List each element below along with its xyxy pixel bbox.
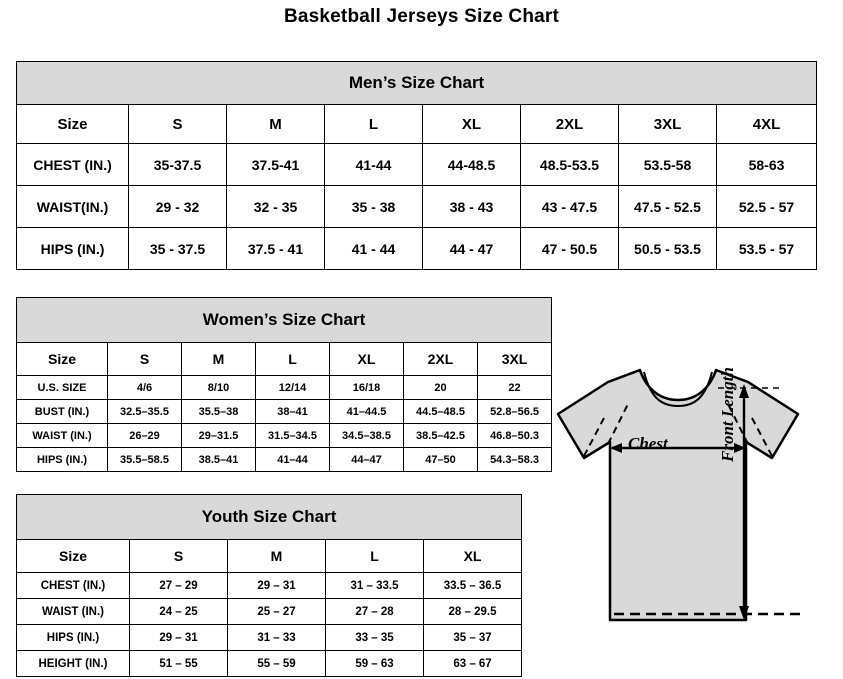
column-header-size: Size — [17, 343, 108, 376]
cell-value: 54.3–58.3 — [478, 448, 552, 472]
column-header-xl: XL — [330, 343, 404, 376]
cell-value: 44–47 — [330, 448, 404, 472]
column-header-m: M — [182, 343, 256, 376]
cell-value: 35.5–58.5 — [108, 448, 182, 472]
cell-value: 55 – 59 — [228, 651, 326, 677]
column-header-m: M — [228, 540, 326, 573]
table-row — [17, 400, 552, 424]
cell-value: 29–31.5 — [182, 424, 256, 448]
table-row — [17, 424, 552, 448]
cell-value: 32.5–35.5 — [108, 400, 182, 424]
table-header-row — [17, 105, 817, 144]
cell-value: 41-44 — [325, 144, 423, 186]
page-title: Basketball Jerseys Size Chart — [283, 6, 560, 27]
cell-value: 41–44 — [256, 448, 330, 472]
table-row — [17, 186, 817, 228]
cell-value: 16/18 — [330, 376, 404, 400]
row-label: HIPS (IN.) — [17, 228, 129, 270]
column-header-l: L — [326, 540, 424, 573]
row-label: HEIGHT (IN.) — [17, 651, 130, 677]
cell-value: 37.5 - 41 — [227, 228, 325, 270]
column-header-size: Size — [17, 105, 129, 144]
cell-value: 51 – 55 — [130, 651, 228, 677]
cell-value: 29 – 31 — [228, 573, 326, 599]
cell-value: 47 - 50.5 — [521, 228, 619, 270]
column-header-xl: XL — [423, 105, 521, 144]
row-label: U.S. SIZE — [17, 376, 108, 400]
column-header-3xl: 3XL — [619, 105, 717, 144]
row-label: CHEST (IN.) — [17, 573, 130, 599]
cell-value: 31 – 33 — [228, 625, 326, 651]
cell-value: 4/6 — [108, 376, 182, 400]
column-header-2xl: 2XL — [521, 105, 619, 144]
cell-value: 28 – 29.5 — [424, 599, 522, 625]
cell-value: 24 – 25 — [130, 599, 228, 625]
tshirt-icon — [540, 352, 840, 662]
chest-dimension-label: Chest — [628, 434, 668, 453]
cell-value: 44 - 47 — [423, 228, 521, 270]
cell-value: 35-37.5 — [129, 144, 227, 186]
cell-value: 22 — [478, 376, 552, 400]
mens-chart-title: Men’s Size Chart — [17, 62, 817, 105]
table-row — [17, 144, 817, 186]
cell-value: 46.8–50.3 — [478, 424, 552, 448]
table-row — [17, 228, 817, 270]
cell-value: 27 – 28 — [326, 599, 424, 625]
row-label: HIPS (IN.) — [17, 448, 108, 472]
cell-value: 41–44.5 — [330, 400, 404, 424]
table-row — [17, 625, 522, 651]
row-label: WAIST (IN.) — [17, 599, 130, 625]
cell-value: 32 - 35 — [227, 186, 325, 228]
cell-value: 44-48.5 — [423, 144, 521, 186]
table-row — [17, 376, 552, 400]
cell-value: 58-63 — [717, 144, 817, 186]
cell-value: 47.5 - 52.5 — [619, 186, 717, 228]
cell-value: 25 – 27 — [228, 599, 326, 625]
column-header-l: L — [256, 343, 330, 376]
table-caption-row — [17, 62, 817, 105]
youth-size-chart-table — [16, 494, 522, 677]
column-header-size: Size — [17, 540, 130, 573]
table-header-row — [17, 540, 522, 573]
row-label: WAIST (IN.) — [17, 424, 108, 448]
table-row — [17, 599, 522, 625]
table-row — [17, 448, 552, 472]
column-header-s: S — [129, 105, 227, 144]
row-label: WAIST(IN.) — [17, 186, 129, 228]
cell-value: 26–29 — [108, 424, 182, 448]
cell-value: 48.5-53.5 — [521, 144, 619, 186]
column-header-s: S — [130, 540, 228, 573]
cell-value: 33 – 35 — [326, 625, 424, 651]
cell-value: 12/14 — [256, 376, 330, 400]
table-caption-row — [17, 298, 552, 343]
column-header-m: M — [227, 105, 325, 144]
column-header-4xl: 4XL — [717, 105, 817, 144]
column-header-s: S — [108, 343, 182, 376]
column-header-3xl: 3XL — [478, 343, 552, 376]
cell-value: 31.5–34.5 — [256, 424, 330, 448]
column-header-2xl: 2XL — [404, 343, 478, 376]
cell-value: 35.5–38 — [182, 400, 256, 424]
cell-value: 35 - 37.5 — [129, 228, 227, 270]
cell-value: 43 - 47.5 — [521, 186, 619, 228]
cell-value: 37.5-41 — [227, 144, 325, 186]
cell-value: 29 - 32 — [129, 186, 227, 228]
cell-value: 8/10 — [182, 376, 256, 400]
table-row — [17, 651, 522, 677]
cell-value: 35 - 38 — [325, 186, 423, 228]
cell-value: 38.5–42.5 — [404, 424, 478, 448]
cell-value: 33.5 – 36.5 — [424, 573, 522, 599]
table-header-row — [17, 343, 552, 376]
cell-value: 59 – 63 — [326, 651, 424, 677]
row-label: BUST (IN.) — [17, 400, 108, 424]
row-label: HIPS (IN.) — [17, 625, 130, 651]
cell-value: 50.5 - 53.5 — [619, 228, 717, 270]
row-label: CHEST (IN.) — [17, 144, 129, 186]
mens-size-chart-table — [16, 61, 817, 270]
column-header-xl: XL — [424, 540, 522, 573]
cell-value: 34.5–38.5 — [330, 424, 404, 448]
womens-size-chart-table — [16, 297, 552, 472]
cell-value: 53.5 - 57 — [717, 228, 817, 270]
cell-value: 44.5–48.5 — [404, 400, 478, 424]
cell-value: 53.5-58 — [619, 144, 717, 186]
cell-value: 27 – 29 — [130, 573, 228, 599]
cell-value: 29 – 31 — [130, 625, 228, 651]
cell-value: 38–41 — [256, 400, 330, 424]
cell-value: 38 - 43 — [423, 186, 521, 228]
cell-value: 47–50 — [404, 448, 478, 472]
table-row — [17, 573, 522, 599]
youth-chart-title: Youth Size Chart — [17, 495, 522, 540]
cell-value: 52.5 - 57 — [717, 186, 817, 228]
cell-value: 41 - 44 — [325, 228, 423, 270]
cell-value: 35 – 37 — [424, 625, 522, 651]
front-length-dimension-label: Front Length — [718, 367, 737, 462]
cell-value: 52.8–56.5 — [478, 400, 552, 424]
cell-value: 63 – 67 — [424, 651, 522, 677]
cell-value: 38.5–41 — [182, 448, 256, 472]
shirt-measurement-diagram — [540, 352, 840, 662]
column-header-l: L — [325, 105, 423, 144]
table-caption-row — [17, 495, 522, 540]
cell-value: 20 — [404, 376, 478, 400]
cell-value: 31 – 33.5 — [326, 573, 424, 599]
womens-chart-title: Women’s Size Chart — [17, 298, 552, 343]
